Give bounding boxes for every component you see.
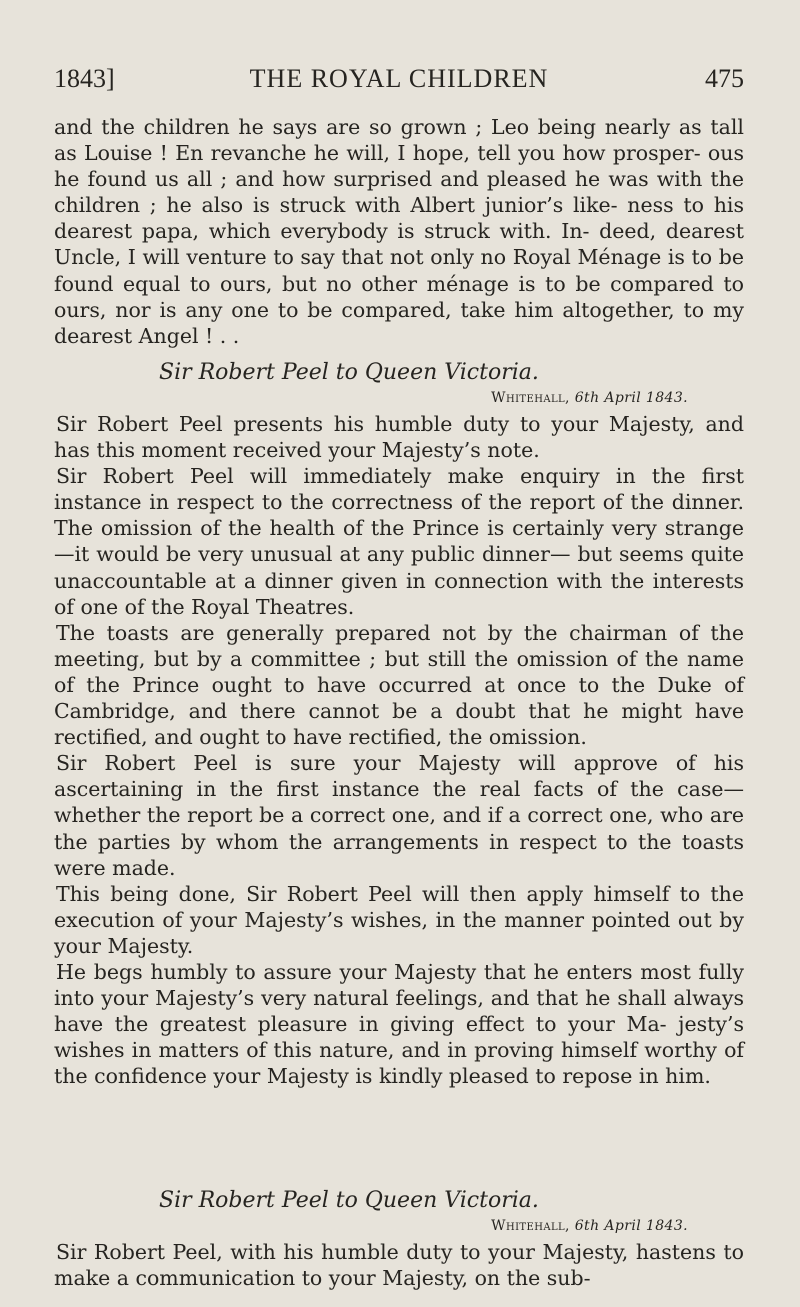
letter-2 [54,1186,744,1291]
page-number: 475 [705,64,744,93]
letter-2-place: Whitehall, [491,1218,570,1234]
header-year: 1843] [54,64,115,93]
letter-2-title: Sir Robert Peel to Queen Victoria. [159,1188,539,1213]
letter-2-paragraph: Sir Robert Peel, with his humble duty to your Majesty, hastens to make a communication to your Majesty, on the sub- [54,1240,744,1291]
letter-1-title: Sir Robert Peel to Queen Victoria. [159,360,539,385]
letter-1-date: 6th April 1843. [574,390,688,406]
running-header [54,64,744,104]
letter-1-paragraph: Sir Robert Peel presents his humble duty to your Majesty, and has this moment received your Majesty’s note. [54,412,744,463]
opening-paragraph-block [54,114,744,349]
header-title: THE ROYAL CHILDREN [249,64,549,93]
letter-2-date: 6th April 1843. [574,1218,688,1234]
letter-2-dateline [54,1216,744,1236]
letter-1-dateline [54,388,744,408]
letter-1-paragraph: The toasts are generally prepared not by the chairman of the meeting, but by a committee ; but still the omission of the name of the Prince ought to have occurred at once to the Duke of Cambridge, and there cannot be a doubt that he might have rectified, and ought to have rectified, the omission. [54,620,744,750]
letter-1-paragraph: He begs humbly to assure your Majesty that he enters most fully into your Majesty’s very natural feelings, and that he shall always have the greatest pleasure in giving effect to your Ma- jesty’s wishes in matters of this nature, and in proving himself worthy of the confidence your Majesty is kindly pleased to repose in him. [54,959,744,1089]
letter-1-place: Whitehall, [491,390,570,406]
letter-1 [54,358,744,1089]
letter-1-paragraph: Sir Robert Peel will immediately make enquiry in the first instance in respect to the correctness of the report of the dinner. The omission of the health of the Prince is certainly very strange—it would be very unusual at any public dinner— but seems quite unaccountable at a dinner given in connection with the interests of one of the Royal Theatres. [54,464,744,619]
letter-1-paragraph: This being done, Sir Robert Peel will then apply himself to the execution of your Majesty’s wishes, in the manner pointed out by your Majesty. [54,881,744,958]
letter-1-paragraph: Sir Robert Peel is sure your Majesty will approve of his ascertaining in the first instance the real facts of the case— whether the report be a correct one, and if a correct one, who are the parties by whom the arrangements in respect to the toasts were made. [54,751,744,880]
opening-paragraph: and the children he says are so grown ; Leo being nearly as tall as Louise ! En revanche he will, I hope, tell you how prosper- ous he found us all ; and how surprised and pleased he was with the children ; he also is struck with Albert junior’s like- ness to his dearest papa, which everybody is struck with. In- deed, dearest Uncle, I will venture to say that not only no Royal Ménage is to be found equal to ours, but no other ménage is to be compared to ours, nor is any one to be compared, take him altogether, to my dearest Angel ! . . [54,115,744,348]
